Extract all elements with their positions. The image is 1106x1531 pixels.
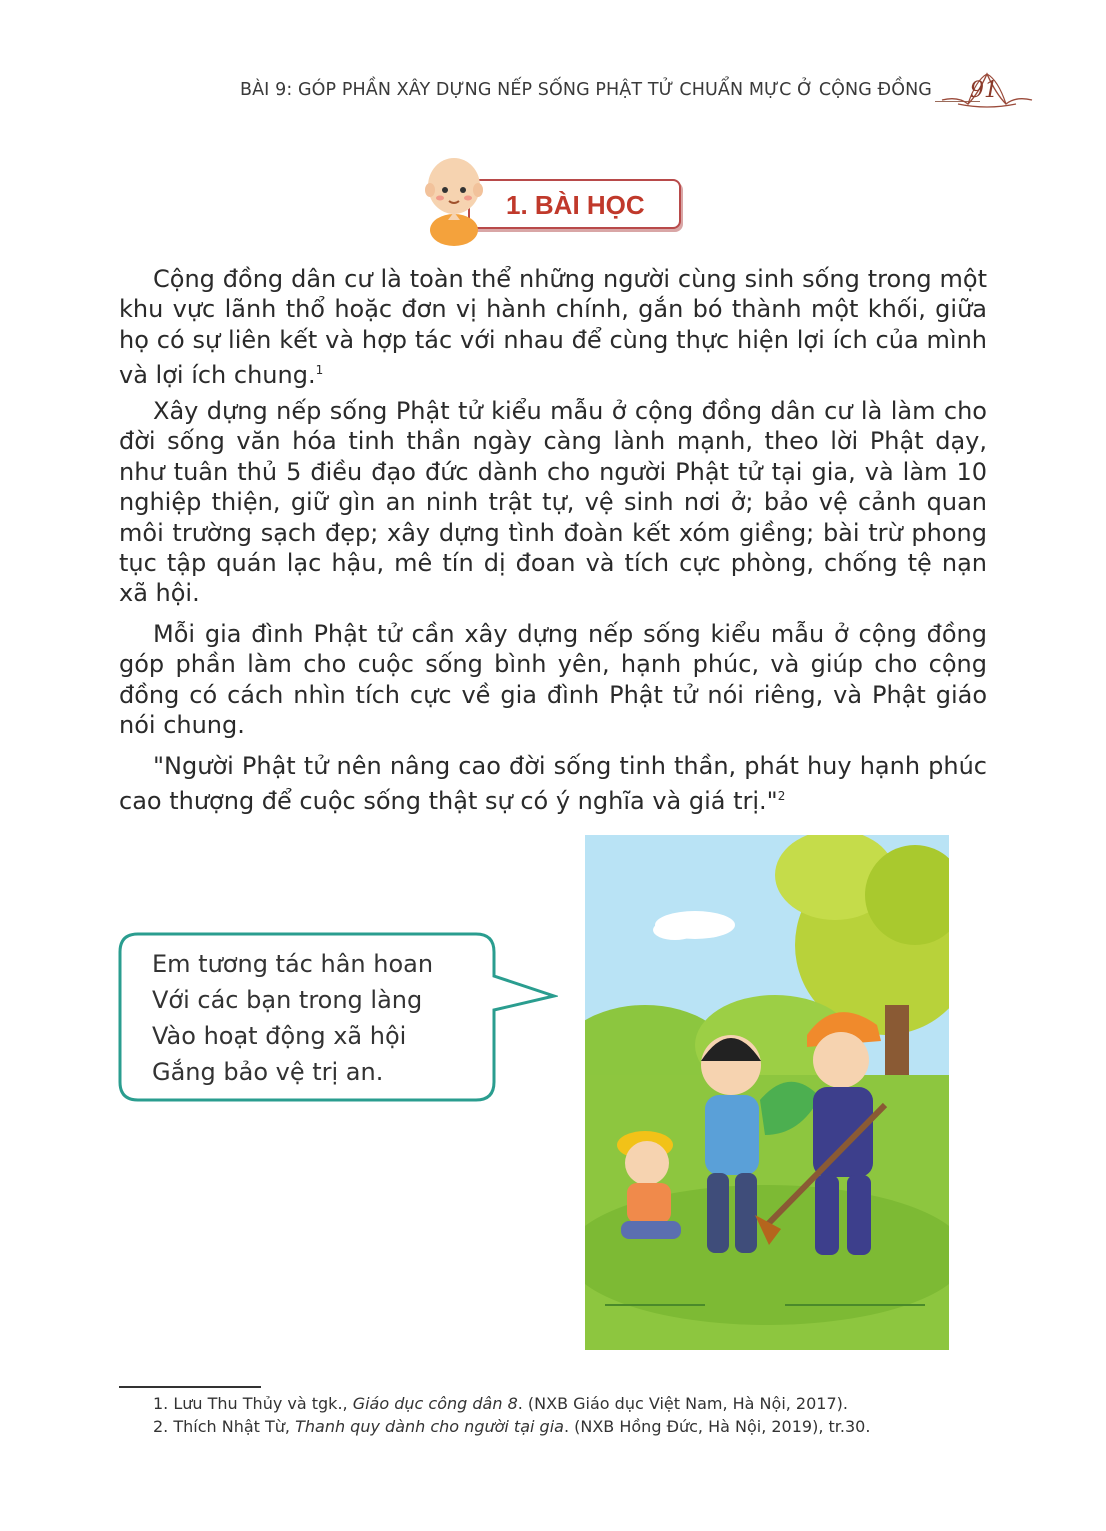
poem-line: Với các bạn trong làng (152, 986, 423, 1014)
children-gardening-illustration (585, 835, 949, 1350)
footnotes (153, 1392, 870, 1438)
monk-mascot-icon (418, 150, 490, 246)
section-title: 1. BÀI HỌC (506, 190, 645, 220)
footnote-ref-1: 1 (315, 363, 324, 378)
poem-line: Gắng bảo vệ trị an. (152, 1058, 384, 1086)
paragraph-1: Cộng đồng dân cư là toàn thể những người cùng sinh sống trong một khu vực lãnh thổ hoặc đơn vị hành chính, gắn bó thành một khối, giữa họ có sự liên kết và hợp tác với nhau để cùng thực hiện lợi ích của mình và lợi ích chung.$^1$ (119, 265, 987, 390)
poem-line: Em tương tác hân hoan (152, 950, 434, 978)
footnote-2: 2. Thích Nhật Từ, Thanh quy dành cho người tại gia. (NXB Hồng Đức, Hà Nội, 2019), tr.30. (153, 1417, 871, 1436)
paragraph-2: Xây dựng nếp sống Phật tử kiểu mẫu ở cộng đồng dân cư là làm cho đời sống văn hóa tinh thần ngày càng lành mạnh, theo lời Phật dạy, như tuân thủ 5 điều đạo đức dành cho người Phật tử tại gia, và làm 10 nghiệp thiện, giữ gìn an ninh trật tự, vệ sinh nơi ở; bảo vệ cảnh quan môi trường sạch đẹp; xây dựng tình đoàn kết xóm giềng; bài trừ phong tục tập quán lạc hậu, mê tín dị đoan và tích cực phòng, chống tệ nạn xã hội. (119, 397, 987, 608)
footnote-1: 1. Lưu Thu Thủy và tgk., Giáo dục công dân 8. (NXB Giáo dục Việt Nam, Hà Nội, 2017). (153, 1394, 848, 1413)
paragraph-4: "Người Phật tử nên nâng cao đời sống tinh thần, phát huy hạnh phúc cao thượng để cuộc sống thật sự có ý nghĩa và giá trị."$^2$ (119, 752, 987, 816)
footnote-ref-2: 2 (777, 789, 786, 804)
poem-line: Vào hoạt động xã hội (152, 1022, 407, 1050)
footnote-rule (119, 1386, 261, 1388)
running-header: BÀI 9: GÓP PHẦN XÂY DỰNG NẾP SỐNG PHẬT TỬ CHUẨN MỰC Ở CỘNG ĐỒNG (240, 80, 932, 100)
paragraph-3: Mỗi gia đình Phật tử cần xây dựng nếp sống kiểu mẫu ở cộng đồng góp phần làm cho cuộc sống bình yên, hạnh phúc, và giúp cho cộng đồng có cách nhìn tích cực về gia đình Phật tử nói riêng, và Phật giáo nói chung. (119, 620, 987, 740)
poem (152, 946, 433, 1090)
page-number: 91 (970, 78, 998, 103)
